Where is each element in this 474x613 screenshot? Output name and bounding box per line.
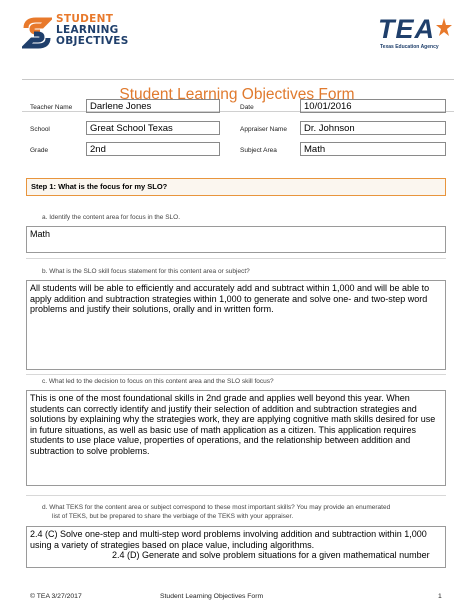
step1-heading: Step 1: What is the focus for my SLO? bbox=[26, 178, 446, 196]
grade-field[interactable]: 2nd bbox=[86, 142, 220, 156]
appraiser-name-label: Appraiser Name bbox=[240, 126, 287, 133]
slo-logo-line2: LEARNING bbox=[56, 24, 119, 36]
form-title: Student Learning Objectives Form bbox=[119, 86, 355, 103]
answer-d-field[interactable] bbox=[26, 526, 446, 568]
tea-logo-word: TEA bbox=[378, 14, 435, 44]
tea-logo bbox=[368, 16, 454, 54]
question-c: c. What led to the decision to focus on this content area and the SLO skill focus? bbox=[42, 378, 274, 385]
tea-logo-subtitle: Texas Education Agency bbox=[380, 44, 439, 50]
answer-b-field[interactable]: All students will be able to efficiently and accurately add and subtract within 1,000 and will be able to apply addition and subtraction strategies within 1,000 to generate and solve one- and two-step word problems and justify their solutions, orally and in written form. bbox=[26, 280, 446, 370]
slo-swirl-icon bbox=[22, 16, 52, 50]
subject-area-label: Subject Area bbox=[240, 147, 277, 154]
slo-logo-line3: OBJECTIVES bbox=[56, 35, 129, 47]
teacher-name-label: Teacher Name bbox=[30, 104, 73, 111]
subject-area-field[interactable]: Math bbox=[300, 142, 446, 156]
footer-form-name: Student Learning Objectives Form bbox=[160, 593, 264, 600]
school-field[interactable]: Great School Texas bbox=[86, 121, 220, 135]
grade-label: Grade bbox=[30, 147, 49, 154]
answer-d-line1: 2.4 (C) Solve one-step and multi-step word problems involving addition and subtraction within 1,000 using a variety of strategies based on place value, including algorithms. bbox=[30, 529, 427, 550]
header-divider bbox=[22, 79, 454, 80]
slo-logo-line1: STUDENT bbox=[56, 13, 114, 25]
texas-star-icon bbox=[436, 18, 452, 38]
divider-c bbox=[26, 495, 446, 496]
divider-a bbox=[26, 258, 446, 259]
slo-logo bbox=[22, 14, 132, 54]
question-d-line1: d. What TEKS for the content area or subject correspond to these most important skills? You may provide an enumerated bbox=[42, 504, 391, 511]
teacher-name-field[interactable]: Darlene Jones bbox=[86, 99, 220, 113]
answer-c-field[interactable]: This is one of the most foundational skills in 2nd grade and applies well beyond this year. When students can correctly identify and justify their selection of addition and subtraction strategies and solutions by explaining why the strategies work, they are applying cognitive math skills desired for use in future situations, as well as basic use of math application as a citizen. This application requires students to use place value, properties of operations, and the relationship between addition and subtraction to solve problems. bbox=[26, 390, 446, 486]
date-field[interactable]: 10/01/2016 bbox=[300, 99, 446, 113]
date-label: Date bbox=[240, 104, 254, 111]
footer-page-number: 1 bbox=[438, 593, 442, 600]
answer-a-field[interactable]: Math bbox=[26, 226, 446, 253]
question-d-line2: list of TEKS, but be prepared to share the verbiage of the TEKS with your appraiser. bbox=[52, 513, 294, 520]
question-b: b. What is the SLO skill focus statement for this content area or subject? bbox=[42, 268, 250, 275]
question-a: a. Identify the content area for focus in the SLO. bbox=[42, 214, 181, 221]
answer-d-line2: 2.4 (D) Generate and solve problem situations for a given mathematical number bbox=[112, 550, 430, 560]
appraiser-name-field[interactable]: Dr. Johnson bbox=[300, 121, 446, 135]
divider-b bbox=[26, 374, 446, 375]
school-label: School bbox=[30, 126, 50, 133]
footer-copyright: © TEA 3/27/2017 bbox=[30, 593, 82, 600]
